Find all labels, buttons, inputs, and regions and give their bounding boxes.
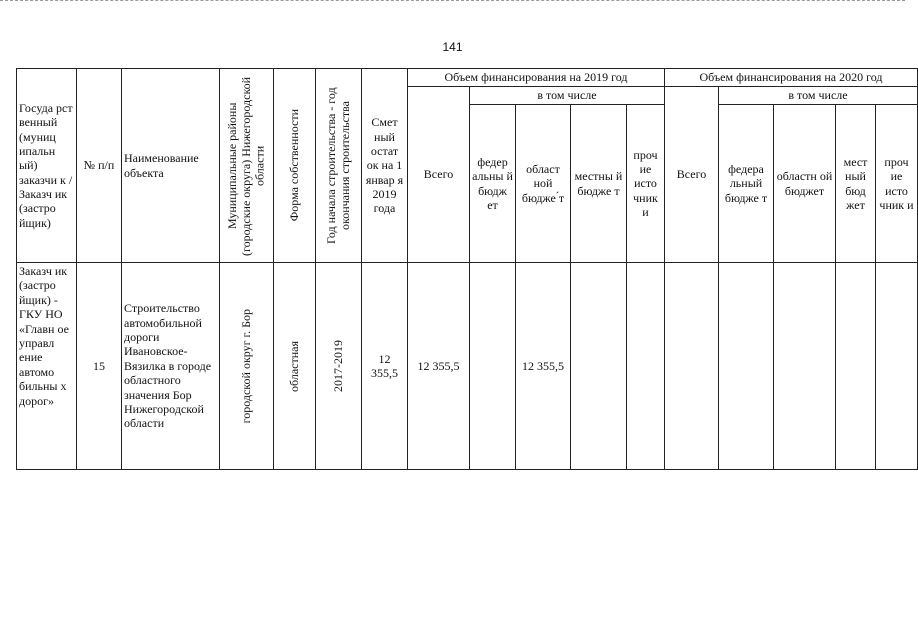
header-other-2019: проч ие исто чник и: [627, 105, 665, 263]
cell-district-wrap: [220, 263, 274, 470]
cell-years-wrap: [316, 263, 362, 470]
header-customer: Госуда рст венный (муниц ипальн ый) заказчи к / Заказч ик (застро йщик): [17, 69, 77, 263]
cell-federal-2020: [719, 263, 774, 470]
header-number: № п/п: [77, 69, 122, 263]
cell-object-name: Строительство автомобильной дороги Ивановское-Вязилка в городе областного значения Бор Нижегородской области: [122, 263, 220, 470]
financing-table: [16, 68, 918, 470]
header-other-2020: проч ие исто чник и: [876, 105, 918, 263]
header-including-2019: в том числе: [470, 87, 665, 105]
header-financing-2020: Объем финансирования на 2020 год: [665, 69, 918, 87]
header-ownership: Форма собственности: [286, 109, 301, 222]
cell-total-2019: 12 355,5: [408, 263, 470, 470]
cell-local-2020: [836, 263, 876, 470]
header-local-2020: мест ный бюд жет: [836, 105, 876, 263]
cell-ownership: областная: [286, 340, 301, 392]
cell-regional-2019: 12 355,5: [516, 263, 571, 470]
cell-regional-2020: [774, 263, 836, 470]
header-total-2020: Всего: [665, 87, 719, 263]
table-row: [17, 263, 918, 470]
header-years: Год начала строительства - год окончания строительства: [323, 87, 352, 244]
cell-years: 2017-2019: [330, 340, 345, 392]
cell-local-2019: [571, 263, 627, 470]
header-years-cell: [316, 69, 362, 263]
header-regional-2020: областн ой бюджет: [774, 105, 836, 263]
header-districts: Муниципальные районы (городские округа) Нижегородской области: [224, 75, 267, 256]
header-federal-2019: федер альны й бюдж ет: [470, 105, 516, 263]
cell-other-2019: [627, 263, 665, 470]
cell-customer: Заказч ик (застро йщик) - ГКУ НО «Главн ое управл ение автомо бильны х дорог»: [17, 263, 77, 470]
header-financing-2019: Объем финансирования на 2019 год: [408, 69, 665, 87]
header-regional-2019: област ной бюдже ́т: [516, 105, 571, 263]
scan-edge: [0, 0, 905, 6]
header-row-1: [17, 69, 918, 87]
header-districts-cell: [220, 69, 274, 263]
cell-federal-2019: [470, 263, 516, 470]
cell-total-2020: [665, 263, 719, 470]
cell-district: городской округ г. Бор: [238, 308, 253, 424]
header-remainder: Смет ный остат ок на 1 январ я 2019 года: [362, 69, 408, 263]
header-object-name: Наименование объекта: [122, 69, 220, 263]
header-local-2019: местны й бюдже т: [571, 105, 627, 263]
cell-number: 15: [77, 263, 122, 470]
header-ownership-cell: [274, 69, 316, 263]
header-total-2019: Всего: [408, 87, 470, 263]
cell-other-2020: [876, 263, 918, 470]
header-including-2020: в том числе: [719, 87, 918, 105]
cell-ownership-wrap: [274, 263, 316, 470]
cell-remainder: 12 355,5: [362, 263, 408, 470]
header-federal-2020: федера льный бюдже т: [719, 105, 774, 263]
page-number: 141: [442, 40, 463, 54]
